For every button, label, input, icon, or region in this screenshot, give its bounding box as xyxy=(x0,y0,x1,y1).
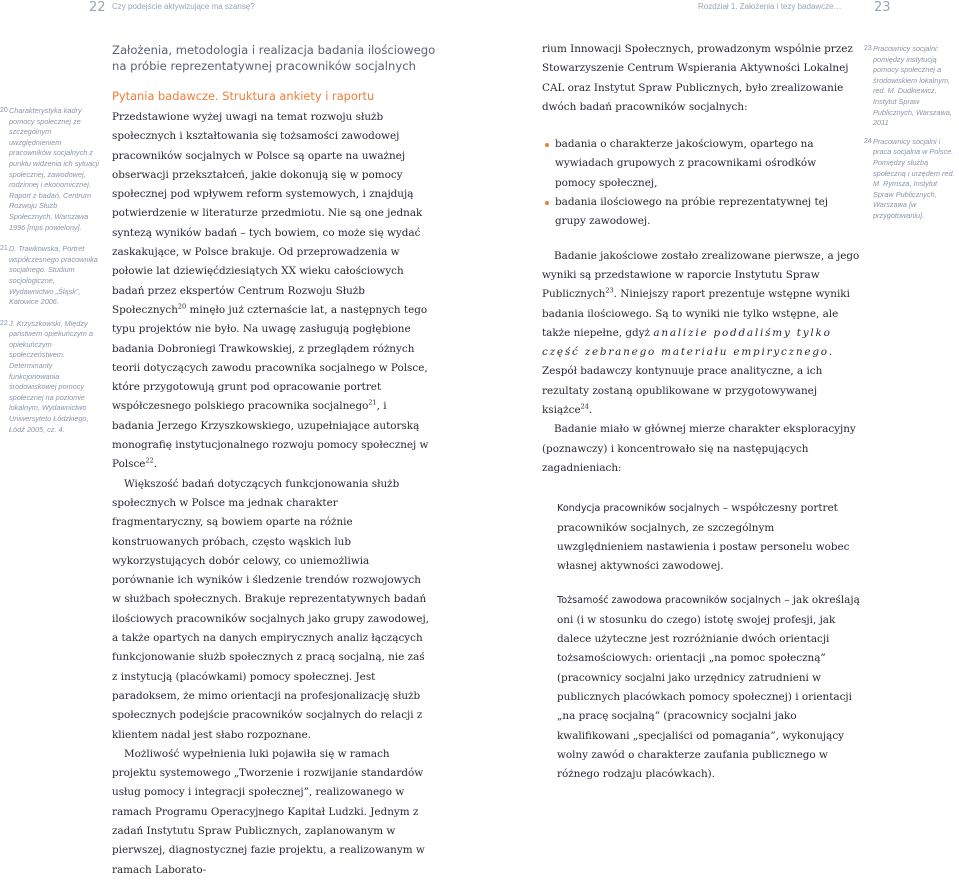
footnote-20 xyxy=(0,106,101,233)
footnote-text: D. Trawkowska, Portret współczesnego pracownika socjalnego. Studium socjologiczne, Wydawnictwo „Śląsk”, Katowice 2006. xyxy=(9,244,98,307)
footnote-text: Charakterystyka kadry pomocy społecznej ze szczególnym uwzględnieniem pracowników socjalnych z punktu widzenia ich sytuacji społecznej, zawodowej, rodzinnej i ekonomicznej. Raport z badań, Centrum Rozwoju Służb Społecznych, Warszawa 1996 [mps powielony]. xyxy=(9,106,100,232)
paragraph: Możliwość wypełnienia luki pojawiła się w ramach projektu systemowego „Tworzenie i rozwijanie standardów usług pomocy i integracji społecznej”, realizowanego w ramach Programu Operacyjnego Kapitał Ludzki. Jednym z zadań Instytutu Spraw Publicznych, zaplanowanym w pierwszej, diagnostycznej fazie projektu, a realizowanym w ramach Laborato- xyxy=(112,747,425,876)
section-subheading: Pytania badawcze. Struktura ankiety i raportu xyxy=(112,89,375,103)
spaced-emphasis: analizie poddaliśmy tylko część zebranego materiału empirycznego xyxy=(542,326,832,359)
term-definition: Kondycja pracowników socjalnych – współczesny portret pracowników socjalnych, ze szczególnym uwzględnieniem nastawienia i postaw personelu wobec własnej aktywności zawodowej. xyxy=(557,502,850,573)
left-footnotes xyxy=(0,106,101,435)
right-running-title: Rozdział 1. Założenia i tezy badawcze… xyxy=(698,2,842,11)
footnote-number: 23 xyxy=(864,45,872,52)
footnote-23 xyxy=(864,44,959,129)
paragraph: Badanie miało w głównej mierze charakter eksploracyjny (poznawczy) i koncentrowało się na następujących zagadnieniach: xyxy=(542,423,856,474)
footnote-ref[interactable]: 22 xyxy=(145,456,154,465)
footnote-ref[interactable]: 21 xyxy=(368,398,377,407)
footnote-number: 21 xyxy=(0,245,8,253)
footnote-text: Pracownicy socjalni i praca socjalna w Polsce. Pomiędzy służbą społeczną i urzędem red. M. Rymsza, Instytut Spraw Publicznych, Warszawa [w przygotowaniu]. xyxy=(873,136,955,220)
list-item: badania o charakterze jakościowym, opartego na wywiadach grupowych z pracownikami ośrodków pomocy społecznej, xyxy=(542,135,860,193)
middle-column xyxy=(112,108,430,880)
footnote-22 xyxy=(0,318,101,436)
footnote-21 xyxy=(0,244,101,308)
term-definition: Tożsamość zawodowa pracowników socjalnych – jak określają oni (i w stosunku do czego) istotę swojej profesji, jak dalece użyteczne jest rozróżnianie dwóch orientacji tożsamościowych: orientacji „na pomoc społeczną” (pracownicy socjalni jako urzędnicy zatrudnieni w publicznych placówkach pomocy społecznej) i orientacji „na pracę socjalną” (pracownicy socjalni jako kwalifikowani „specjaliści od pomagania”, wykonujący wolny zawód o charakterze zaufania publicznego w różnego rodzaju placówkach). xyxy=(557,594,860,781)
paragraph: Przedstawione wyżej uwagi na temat rozwoju służb społecznych i kształtowania się tożsamości zawodowej pracowników socjalnych w Polsce są oparte na uważnej obserwacji przekształceń, jakie dokonują się w pomocy społecznej pod wpływem reform systemowych, i znajdują potwierdzenie w literaturze przedmiotu. Nie są one jednak syntezą wyników badań – tych bowiem, co może się wydać zaskakujące, w Polsce brakuje. Od przeprowadzenia w połowie lat dziewięćdziesiątych XX wieku całościowych badań przez ekspertów Centrum Rozwoju Służb Społecznych$^{20}$ minęło już czternaście lat, a następnych tego typu projektów nie było. Na uwagę zasługują pogłębione badania Dobroniegi Trawkowskiej, z przeglądem różnych teorii dotyczących zawodu pracownika socjalnego w Polsce, które przygotowują grunt pod opracowanie portret współczesnego polskiego pracownika socjalnego$^{21}$, i badania Jerzego Krzyszkowskiego, uzupełniające autorską monografię instytucjonalnego rozwoju pomocy społecznej w Polsce$^{22}$. xyxy=(112,111,429,471)
left-running-title: Czy podejście aktywizujące ma szansę? xyxy=(112,2,255,11)
term-label: Kondycja pracowników socjalnych xyxy=(557,503,720,515)
left-page-number: 22 xyxy=(89,0,106,15)
right-page-number: 23 xyxy=(874,0,891,15)
footnote-24 xyxy=(864,136,959,222)
paragraph: Większość badań dotyczących funkcjonowania służb społecznych w Polsce ma jednak charakter fragmentaryczny, są bowiem oparte na różnie konstruowanych próbach, często wąskich lub wykorzystujących dobór celowy, co uniemożliwia porównanie ich wyników i śledzenie trendów rozwojowych w służbach społecznych. Brakuje reprezentatywnych badań ilościowych pracowników socjalnych jako grupy zawodowej, a także opartych na danych empirycznych analiz łączących funkcjonowanie służb społecznych z pracą socjalną, nie zaś z instytucją (placówkami) pomocy społecznej. Jest paradoksem, że mimo orientacji na profesjonalizację służb społecznych podejście pracowników socjalnych do relacji z klientem nadal jest słabo rozpoznane. xyxy=(112,477,429,741)
footnote-ref[interactable]: 24 xyxy=(580,402,589,411)
footnote-ref[interactable]: 20 xyxy=(177,302,187,311)
section-title: Założenia, metodologia i realizacja badania ilościowego na próbie reprezentatywnej pracowników socjalnych xyxy=(112,43,436,73)
term-label: Tożsamość zawodowa pracowników socjalnych xyxy=(557,595,782,607)
footnote-number: 22 xyxy=(0,319,8,327)
right-footnotes xyxy=(864,44,959,222)
list-item: badania ilościowego na próbie reprezentatywnej tej grupy zawodowej. xyxy=(542,193,860,232)
paragraph: rium Innowacji Społecznych, prowadzonym wspólnie przez Stowarzyszenie Centrum Wspierania Aktywności Lokalnej CAL oraz Instytut Spraw Publicznych, było zrealizowanie dwóch badań pracowników socjalnych: xyxy=(542,43,853,113)
footnote-ref[interactable]: 23 xyxy=(605,286,614,295)
footnote-text: Pracownicy socjalni: pomiędzy instytucją pomocy społecznej a środowiskiem lokalnym, red. M. Dudkiewicz, Instytut Spraw Publicznych, Warszawa, 2011 xyxy=(873,44,952,128)
footnote-number: 20 xyxy=(0,107,8,114)
footnote-text: J. Krzyszkowski, Między państwem opiekuńczym a opiekuńczym społeczeństwem. Determinanty funkcjonowania środowiskowej pomocy społecznej na poziomie lokalnym, Wydawnictwo Uniwersytetu Łódzkiego, Łódź 2005, cz. 4. xyxy=(9,318,93,434)
right-column xyxy=(542,40,860,784)
paragraph: Badanie jakościowe zostało zrealizowane pierwsze, a jego wyniki są przedstawione w raporcie Instytutu Spraw Publicznych$^{23}$. Niniejszy raport prezentuje wstępne wyniki badania ilościowego. Są to wyniki nie tylko wstępne, ale także niepełne, gdyż analizie poddaliśmy tylko część zebranego materiału empirycznego. Zespół badawczy kontynuuje prace analityczne, a ich rezultaty zostaną opublikowane w przygotowywanej książce$^{24}$. xyxy=(542,249,860,417)
footnote-number: 24 xyxy=(864,137,872,145)
